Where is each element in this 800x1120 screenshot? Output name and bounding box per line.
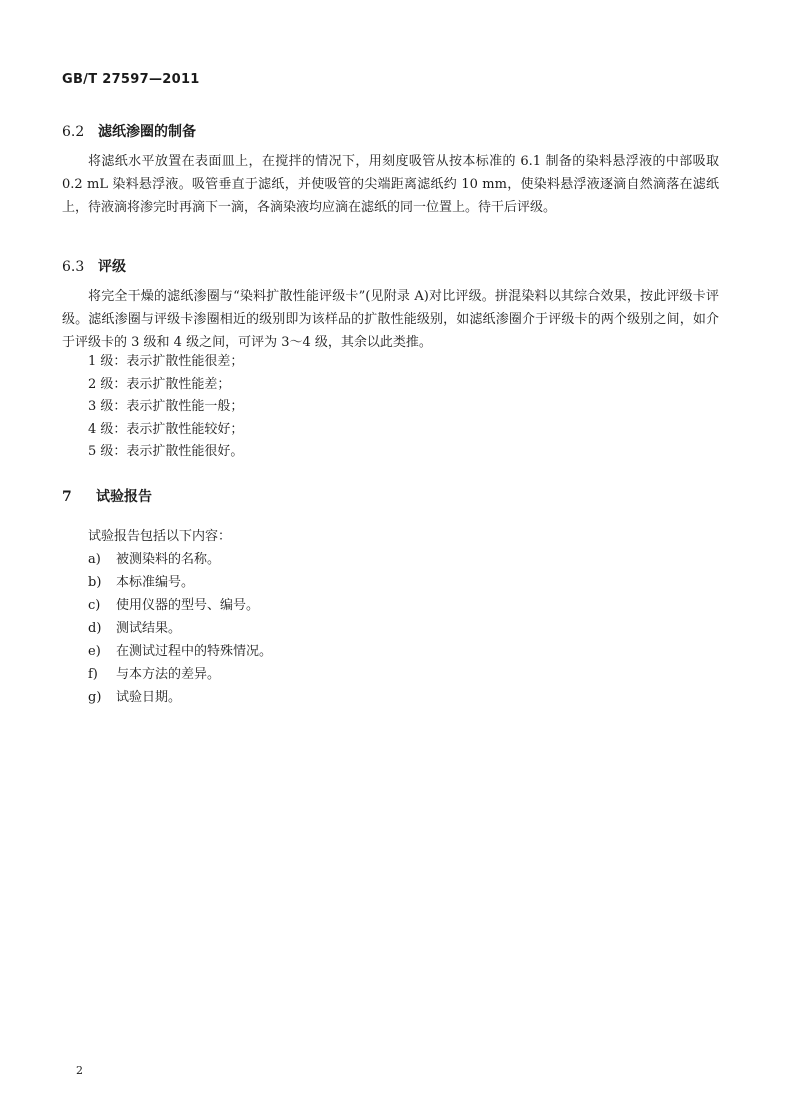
list-item [88,686,272,709]
section-6-2-heading [62,121,196,141]
item-text: 试验日期。 [116,690,182,705]
grade-list [88,351,243,464]
list-item [88,640,272,663]
list-item: 1 级：表示扩散性能很差； [88,354,244,369]
list-item [88,548,272,571]
section-number: 7 [62,489,72,505]
item-tag: c) [88,598,101,613]
section-7-heading [62,486,152,506]
list-item [88,617,272,640]
item-text: 与本方法的差异。 [116,667,221,682]
item-tag: b) [88,575,102,590]
section-6-2-body [62,150,719,219]
item-text: 在测试过程中的特殊情况。 [116,644,273,659]
section-number: 6.2 [62,124,85,140]
item-tag: g) [88,690,102,705]
paragraph: 将滤纸水平放置在表面皿上，在搅拌的情况下，用刻度吸管从按本标准的 6.1 制备的染料悬浮液的中部吸取 0.2 mL 染料悬浮液。吸管垂直于滤纸，并使吸管的尖端距离滤纸约 10 mm，使染料悬浮液逐滴自然滴落在滤纸上，待液滴将渗完时再滴下一滴，各滴染液均应滴在滤纸的同一位置上。待干后评级。 [62,154,719,215]
list-item [88,594,272,617]
standard-code: GB/T 27597—2011 [62,72,200,87]
section-number: 6.3 [62,259,85,275]
section-title: 评级 [98,259,126,275]
report-list [88,525,272,709]
list-item [88,571,272,594]
item-text: 测试结果。 [116,621,182,636]
item-text: 使用仪器的型号、编号。 [116,598,260,613]
list-item: 5 级：表示扩散性能很好。 [88,444,244,459]
list-item [88,663,272,686]
item-tag: f) [88,667,98,682]
item-tag: d) [88,621,102,636]
item-text: 本标准编号。 [116,575,195,590]
item-tag: a) [88,552,101,567]
list-item: 4 级：表示扩散性能较好； [88,421,244,437]
page-number: 2 [76,1064,83,1077]
report-intro: 试验报告包括以下内容： [88,529,232,544]
paragraph: 将完全干燥的滤纸渗圈与“染料扩散性能评级卡”(见附录 A)对比评级。拼混染料以其综合效果，按此评级卡评级。滤纸渗圈与评级卡渗圈相近的级别即为该样品的扩散性能级别，如滤纸渗圈介于评级卡的两个级别之间，如介于评级卡的 3 级和 4 级之间，可评为 3～4 级，其余以此类推。 [62,289,719,350]
section-6-3-heading [62,256,126,276]
item-text: 被测染料的名称。 [116,552,221,567]
list-item: 3 级：表示扩散性能一般； [88,399,244,414]
section-title: 滤纸渗圈的制备 [98,124,196,140]
section-title: 试验报告 [96,489,152,505]
item-tag: e) [88,644,101,659]
section-6-3-body [62,285,719,354]
list-item: 2 级：表示扩散性能差； [88,376,231,392]
